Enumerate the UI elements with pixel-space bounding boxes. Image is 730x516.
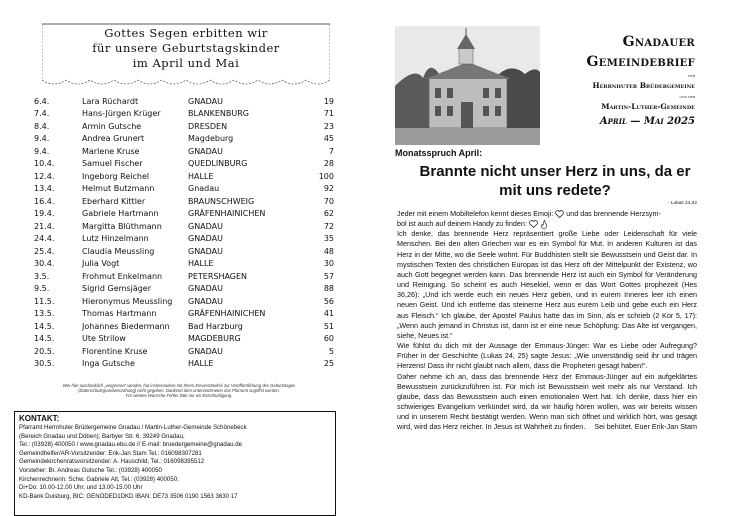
contact-line: Pfarramt Herrnhuter Brüdergemeine Gnadau / Martin-Luther-Gemeinde Schönebeck [19,424,247,431]
masthead-title-1: Gnadauer [622,34,695,50]
bible-reference: - Lukas 24,32 [667,201,697,206]
birthday-place: GNADAU [188,146,224,156]
birthday-row [34,283,334,296]
birthday-age: 25 [323,359,334,369]
birthday-row [34,295,334,308]
birthday-row [34,195,334,208]
birthday-date: 10.4. [34,159,55,169]
birthday-name: Gabriele Hartmann [82,209,159,219]
birthday-row [34,320,334,333]
birthday-name: Inga Gutsche [82,359,135,369]
birthday-age: 19 [323,96,334,106]
birthday-place: Bad Harzburg [188,321,243,331]
birthday-date: 11.5. [34,296,55,306]
birthday-place: BRAUNSCHWEIG [188,196,255,206]
contact-line: Gemeindekirchenratsvorsitzender: A. Hauschild, Tel.: 016098395512 [19,458,205,466]
right-page [395,26,715,510]
birthday-age: 70 [323,196,334,206]
birthday-place: GNADAU [188,221,224,231]
birthday-age: 23 [323,121,334,131]
birthday-name: Thomas Hartmann [82,309,157,319]
contact-line: Tel.: (03928) 400050 / www.gnadau.ebu.de // E-mail: bruedergemeine@gnadau.de [19,441,242,449]
birthday-date: 20.5. [34,346,55,356]
birthday-age: 35 [323,234,334,244]
birthday-date: 25.4. [34,246,55,256]
birthday-name: Ingeborg Reichel [82,171,150,181]
headline [395,162,715,200]
birthday-row [34,270,334,283]
birthday-name: Hans-Jürgen Krüger [82,109,161,119]
birthday-place: DRESDEN [188,121,228,131]
headline-line2: mit uns redete? [499,182,611,199]
birthday-name: Samuel Fischer [82,159,143,169]
masthead-congregation-2: Martin-Luther-Gemeinde [601,102,695,111]
intro-text-b: und das brennende Herzsym- [566,209,661,218]
headline-line1: Brannte nicht unser Herz in uns, da er [419,163,691,180]
birthday-place: HALLE [188,359,214,369]
birthday-name: Armin Gutsche [82,121,142,131]
birthday-name: Margitta Blüthmann [82,221,162,231]
birthday-place: GNADAU [188,284,224,294]
birthday-table [34,95,334,370]
heart-icon [529,220,538,228]
contact-line: Di+Do: 10.00-12.00 Uhr, und 13.00-15.00 Uhr [19,484,143,492]
contact-line: Kirchenrechnerin: Schw. Gabriele Alt, Tel.: (03928) 400050; [19,475,179,483]
birthday-row [34,220,334,233]
birthday-age: 71 [323,109,334,119]
birthday-row [34,233,334,246]
contact-line: KD-Bank Duisburg, BIC: GENODED1DKD IBAN: DE73 3506 0190 1563 3630 17 [19,492,238,500]
birthday-name: Julia Vogt [82,259,120,269]
birthday-place: BLANKENBURG [188,109,249,119]
birthday-row [34,170,334,183]
birthday-age: 30 [323,259,334,269]
heart-icon [555,210,564,218]
birthday-place: GNADAU [188,246,224,256]
birthday-name: Hieronymus Meussling [82,296,173,306]
paragraph-3-text: Daher nehme ich an, dass das brennende Herz der Emmaus-Jünger auf ein aufgeklärtes Bewusstsein zurückzuführen ist. Für mich ist Bewusstsein weit mehr als nur Verstand. Ich glaube, dass das Bewusstsein auch einen emotionalen Wert hat. Ich denke, dass hier ein schwieriges Evangelium verkündet wird, da wir häufig hören wollen, was wir bereits wissen und in unserem Recht bestätigt werden. Wenn man sich öffnet und wirklich hört, was gesagt wird, wird das Herz reicher. In Jesus ist Wahrheit zu finden. [397,371,697,432]
paragraph-1: Ich denke, das brennende Herz repräsentiert große Liebe oder Leidenschaft für viele Menschen. Bei den alten Griechen war es ein Symbol für Mut. In anderen Kulturen ist das Herz in der Mitte, wo die Seele wohnt. Für Buddhisten stellt sie Bewusstsein und Geist dar. In mystischen Texten des christlichen Europas ist das Herz oft der Mittelpunkt der Existenz, wo auch Gott begegnet werden kann. Das brennende Herz ist auch ein Symbol für Veränderung und Reinigung. So scheint es auch Hesekiel, wenn er das Wort Gottes prophezeit (Hes 36,26): „Und ich werde euch ein neues Herz geben, und in eurem Inneres leer ich einen neuen Geist. Und ich entferne das steinerne Herz aus eurem Leib und gebe euch ein Herz aus Fleisch.“ Ich glaube, der Apostel Paulus hatte das im Sinn, als er schrieb (2 Kor 5, 17): „Wenn auch jemand in Christus ist, dann ist er eine neue Schöpfung: Das Alte ist vergangen, siehe, Neues ist.“ [397,229,697,340]
contact-box [14,411,336,516]
birthday-date: 9.4. [34,134,50,144]
birthday-title-line2: für unsere Geburtstagskinder [92,41,280,55]
birthday-row [34,345,334,358]
birthday-age: 7 [328,146,334,156]
birthday-date: 6.4. [34,96,50,106]
privacy-note-line1: Wer hier ausdrücklich „vergessen“ werden, hat insbesondere mit Ihrem Einverständnis zur Veröffentlichung des Geburtstages [62,383,296,388]
birthday-row [34,183,334,196]
birthday-age: 100 [318,171,334,181]
contact-heading: KONTAKT: [19,414,60,423]
birthday-age: 72 [323,221,334,231]
birthday-name: Helmut Butzmann [82,184,155,194]
birthday-row [34,120,334,133]
masthead-der: der [688,73,695,78]
birthday-place: GNADAU [188,96,224,106]
birthday-place: HALLE [188,171,214,181]
paragraph-2: Wie fühlst du dich mit der Aussage der Emmaus-Jünger: War es Liebe oder Aufregung? Früher in der Geschichte (Lukas 24, 25) sagte Jesus: „Wie unverständig seid ihr und trägen Herzens! Dass ihr nicht glaubt nach allem, dass die Propheten gesagt haben!“. [397,341,697,371]
birthday-date: 14.5. [34,334,55,344]
monthly-verse-label: Monatsspruch April: [395,148,483,158]
birthday-row [34,208,334,221]
intro-text-a: Jeder mit einem Mobiltelefon kennt dieses Emoji: [397,209,554,218]
article-body [397,209,697,432]
church-photo [395,26,540,145]
masthead-title-2: Gemeindebrief [586,54,695,70]
birthday-age: 45 [323,134,334,144]
birthday-age: 92 [323,184,334,194]
birthday-age: 48 [323,246,334,256]
birthday-name: Claudia Meussling [82,246,155,256]
birthday-name: Lutz Hinzelmann [82,234,149,244]
masthead-date: April — Mai 2025 [599,116,695,127]
birthday-row [34,308,334,321]
birthday-name: Florentine Kruse [82,346,148,356]
birthday-place: GRÄFENHAINICHEN [188,309,266,319]
privacy-note [14,383,344,399]
birthday-date: 7.4. [34,109,50,119]
birthday-age: 57 [323,271,334,281]
birthday-place: QUEDLINBURG [188,159,248,169]
intro-text-c: bol ist auch auf deinem Handy zu finden: [397,219,527,229]
birthday-place: Magdeburg [188,134,234,144]
birthday-age: 62 [323,209,334,219]
closing-signature: Sei behütet. Euer Erik-Jan Stam [594,422,697,432]
intro [397,209,697,229]
birthday-date: 16.4. [34,196,55,206]
birthday-place: GRÄFENHAINICHEN [188,209,266,219]
birthday-date: 12.4. [34,171,55,181]
birthday-name: Johannes Biedermann [82,321,170,331]
birthday-age: 56 [323,296,334,306]
birthday-name: Andrea Grunert [82,134,145,144]
birthday-date: 13.4. [34,184,55,194]
contact-line: Gemeindhelfer/AR-Vorsitzender: Erik-Jan Stam Tel.: 016098307281 [19,449,202,457]
birthday-place: GNADAU [188,234,224,244]
birthday-row [34,258,334,271]
birthday-place: PETERSHAGEN [188,271,248,281]
birthday-date: 24.4. [34,234,55,244]
birthday-place: GNADAU [188,296,224,306]
birthday-date: 8.4. [34,121,50,131]
birthday-name: Frohmut Enkelmann [82,271,163,281]
birthday-place: HALLE [188,259,214,269]
birthday-date: 9.5. [34,284,50,294]
paragraph-3 [397,372,697,433]
birthday-age: 41 [323,309,334,319]
birthday-place: MAGDEBURG [188,334,241,344]
birthday-row [34,245,334,258]
birthday-age: 5 [328,346,334,356]
birthday-row [34,145,334,158]
birthday-row [34,158,334,171]
birthday-name: Marlene Kruse [82,146,140,156]
privacy-note-line3: Für weitere Wünsche Fehler bitte nur wir Entschuldigung. [125,393,233,399]
birthday-place: Gnadau [188,184,220,194]
birthday-date: 30.5. [34,359,55,369]
left-page [14,18,344,508]
birthday-date: 21.4. [34,221,55,231]
masthead-und: und der [679,94,695,99]
birthday-date: 19.4. [34,209,55,219]
birthday-date: 30.4. [34,259,55,269]
birthday-banner [42,18,330,100]
birthday-name: Eberhard Kittler [82,196,146,206]
birthday-age: 60 [323,334,334,344]
birthday-row [34,95,334,108]
birthday-row [34,358,334,371]
birthday-date: 14.5. [34,321,55,331]
birthday-row [34,133,334,146]
contact-line: Vorsteher: Br. Andreas Gutsche Tel.: (03928) 400050 [19,466,162,474]
birthday-age: 88 [323,284,334,294]
birthday-date: 9.4. [34,146,50,156]
birthday-row [34,333,334,346]
privacy-note-line2: (Datenschutzgrundverordnung) nicht gegeben. Dankend dem unterzeichneten das Pfarramt zugriffst worden. [78,388,280,394]
birthday-title-line3: im April und Mai [132,56,240,70]
masthead-congregation-1: Herrnhuter Brüdergemeine [592,81,695,90]
birthday-date: 3.5. [34,271,50,281]
masthead [545,32,695,130]
birthday-name: Sigrid Gemsjäger [82,284,152,294]
flame-icon [540,220,548,229]
birthday-age: 51 [323,321,334,331]
birthday-name: Lara Rüchardt [82,96,139,106]
birthday-age: 28 [323,159,334,169]
birthday-name: Ute Strilow [82,334,126,344]
birthday-title-line1: Gottes Segen erbitten wir [104,26,268,40]
birthday-date: 13.5. [34,309,55,319]
church-image [395,26,540,145]
birthday-row [34,108,334,121]
birthday-place: GNADAU [188,346,224,356]
contact-line: (Bereich Gnadau und Döben); Barbyer Str. 6, 39249 Gnadau, [19,432,185,440]
